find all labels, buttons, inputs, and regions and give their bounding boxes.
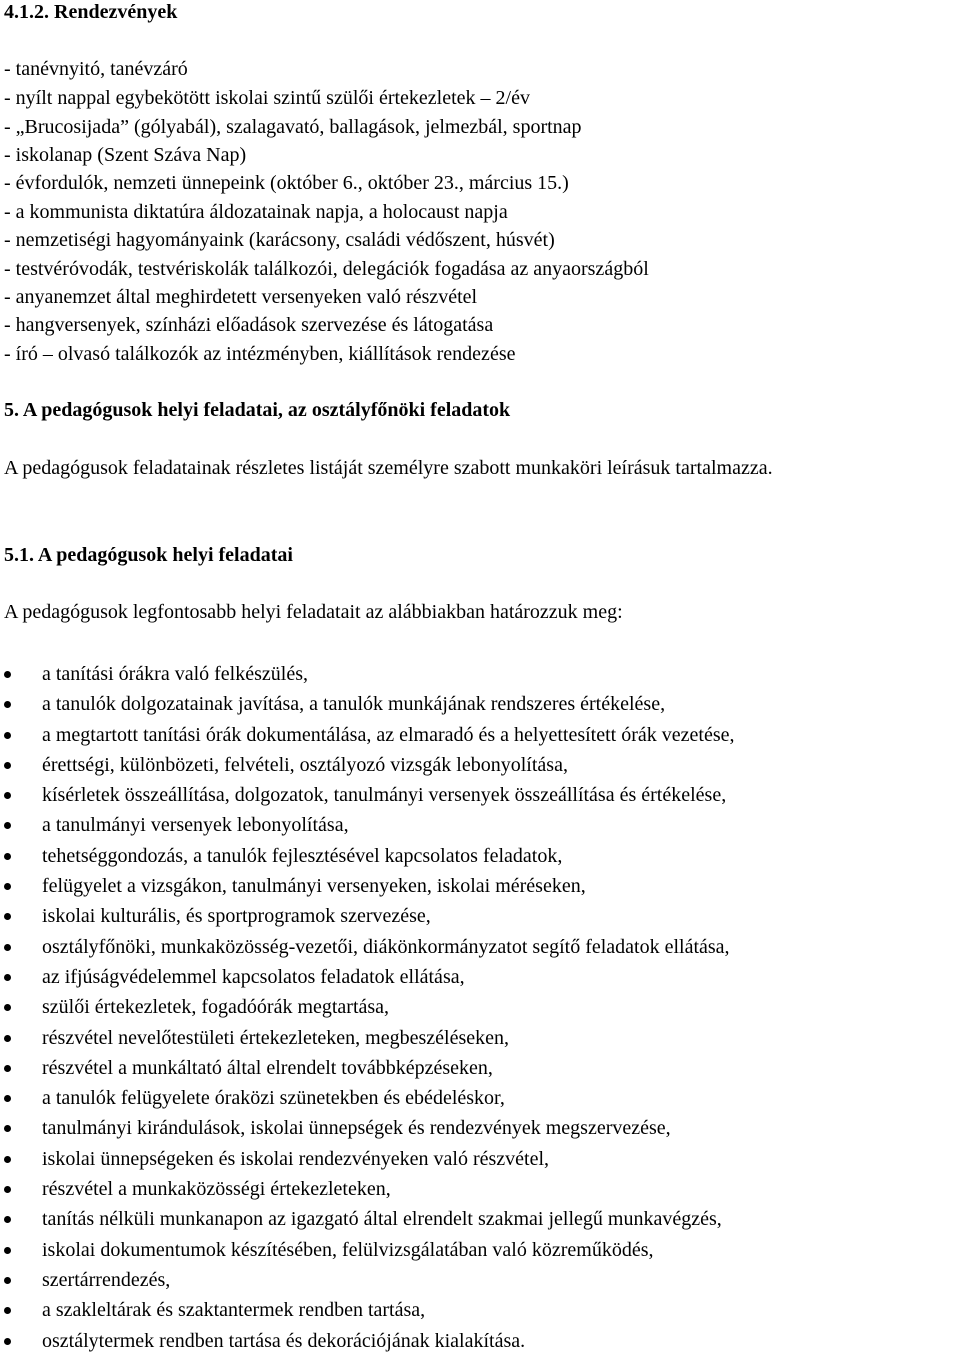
bullet-icon	[4, 701, 11, 708]
bullet-icon	[4, 853, 11, 860]
bullet-icon	[4, 1035, 11, 1042]
section-5-1-heading: 5.1. A pedagógusok helyi feladatai	[4, 544, 293, 566]
event-item: - nyílt nappal egybekötött iskolai szintű szülői értekezletek – 2/év	[4, 87, 530, 109]
bullet-icon	[4, 1247, 11, 1254]
bullet-icon	[4, 1216, 11, 1223]
bullet-icon	[4, 1095, 11, 1102]
event-item: - hangversenyek, színházi előadások szervezése és látogatása	[4, 314, 494, 336]
event-item: - „Brucosijada” (gólyabál), szalagavató, ballagások, jelmezbál, sportnap	[4, 116, 582, 138]
list-item: iskolai dokumentumok készítésében, felülvizsgálatában való közreműködés,	[0, 1235, 960, 1265]
bullet-icon	[4, 913, 11, 920]
event-item: - nemzetiségi hagyományaink (karácsony, családi védőszent, húsvét)	[4, 229, 555, 251]
list-item: részvétel a munkáltató által elrendelt továbbképzéseken,	[0, 1053, 960, 1083]
list-item: a megtartott tanítási órák dokumentálása, az elmaradó és a helyettesített órák vezetése,	[0, 720, 960, 750]
list-item: az ifjúságvédelemmel kapcsolatos feladatok ellátása,	[0, 962, 960, 992]
list-item: a tanulók dolgozatainak javítása, a tanulók munkájának rendszeres értékelése,	[0, 689, 960, 719]
bullet-icon	[4, 792, 11, 799]
bullet-icon	[4, 822, 11, 829]
bullet-icon	[4, 1125, 11, 1132]
list-item: kísérletek összeállítása, dolgozatok, tanulmányi versenyek összeállítása és értékelése,	[0, 780, 960, 810]
bullet-icon	[4, 1338, 11, 1345]
list-item: iskolai kulturális, és sportprogramok szervezése,	[0, 901, 960, 931]
bullet-icon	[4, 1065, 11, 1072]
bullet-icon	[4, 1186, 11, 1193]
event-item: - anyanemzet által meghirdetett versenyeken való részvétel	[4, 286, 478, 308]
list-item: tanítás nélküli munkanapon az igazgató által elrendelt szakmai jellegű munkavégzés,	[0, 1204, 960, 1234]
bullet-icon	[4, 1277, 11, 1284]
bullet-icon	[4, 1004, 11, 1011]
list-item: a szakleltárak és szaktantermek rendben tartása,	[0, 1295, 960, 1325]
bullet-icon	[4, 944, 11, 951]
list-item: iskolai ünnepségeken és iskolai rendezvényeken való részvétel,	[0, 1144, 960, 1174]
list-item: a tanítási órákra való felkészülés,	[0, 659, 960, 689]
section-5-paragraph: A pedagógusok feladatainak részletes listáját személyre szabott munkaköri leírásuk tartalmazza.	[4, 457, 773, 479]
duties-list	[0, 659, 960, 1356]
bullet-icon	[4, 974, 11, 981]
bullet-icon	[4, 732, 11, 739]
section-5-1-intro: A pedagógusok legfontosabb helyi feladatait az alábbiakban határozzuk meg:	[4, 601, 623, 623]
list-item: szertárrendezés,	[0, 1265, 960, 1295]
event-item: - író – olvasó találkozók az intézményben, kiállítások rendezése	[4, 343, 516, 365]
list-item: részvétel a munkaközösségi értekezleteken,	[0, 1174, 960, 1204]
list-item: a tanulmányi versenyek lebonyolítása,	[0, 810, 960, 840]
list-item: részvétel nevelőtestületi értekezleteken, megbeszéléseken,	[0, 1023, 960, 1053]
event-item: - a kommunista diktatúra áldozatainak napja, a holocaust napja	[4, 201, 508, 223]
list-item: felügyelet a vizsgákon, tanulmányi versenyeken, iskolai méréseken,	[0, 871, 960, 901]
section-5-heading: 5. A pedagógusok helyi feladatai, az osztályfőnöki feladatok	[4, 399, 511, 421]
event-item: - iskolanap (Szent Száva Nap)	[4, 144, 247, 166]
list-item: osztálytermek rendben tartása és dekorációjának kialakítása.	[0, 1326, 960, 1356]
event-item: - testvéróvodák, testvériskolák találkozói, delegációk fogadása az anyaországból	[4, 258, 649, 280]
bullet-icon	[4, 883, 11, 890]
bullet-icon	[4, 1307, 11, 1314]
list-item: a tanulók felügyelete óraközi szünetekben és ebédeléskor,	[0, 1083, 960, 1113]
bullet-icon	[4, 671, 11, 678]
event-item: - évfordulók, nemzeti ünnepeink (október 6., október 23., március 15.)	[4, 172, 569, 194]
event-item: - tanévnyitó, tanévzáró	[4, 58, 188, 80]
section-4-1-2-heading: 4.1.2. Rendezvények	[4, 1, 178, 23]
list-item: osztályfőnöki, munkaközösség-vezetői, diákönkormányzatot segítő feladatok ellátása,	[0, 932, 960, 962]
bullet-icon	[4, 1156, 11, 1163]
list-item: érettségi, különbözeti, felvételi, osztályozó vizsgák lebonyolítása,	[0, 750, 960, 780]
list-item: szülői értekezletek, fogadóórák megtartása,	[0, 992, 960, 1022]
list-item: tanulmányi kirándulások, iskolai ünnepségek és rendezvények megszervezése,	[0, 1113, 960, 1143]
bullet-icon	[4, 762, 11, 769]
list-item: tehetséggondozás, a tanulók fejlesztésével kapcsolatos feladatok,	[0, 841, 960, 871]
